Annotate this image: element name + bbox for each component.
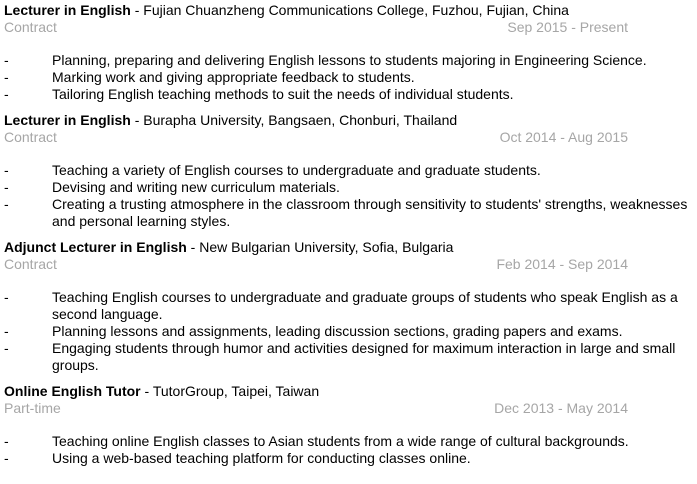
duties-list xyxy=(4,52,694,103)
duty-item xyxy=(4,450,694,467)
duty-text: Planning lessons and assignments, leading discussion sections, grading papers and exams. xyxy=(52,323,623,339)
duty-text: Teaching English courses to undergraduate and graduate groups of students who speak English as a second language. xyxy=(52,289,678,322)
job-entry xyxy=(4,383,694,467)
job-header xyxy=(4,112,694,129)
bullet-dash: - xyxy=(4,69,9,85)
job-entry xyxy=(4,112,694,230)
job-organization: Burapha University, Bangsaen, Chonburi, Thailand xyxy=(143,112,458,128)
duty-item xyxy=(4,289,694,323)
job-title: Lecturer in English xyxy=(4,112,131,128)
duties-list xyxy=(4,162,694,230)
bullet-dash: - xyxy=(4,162,9,178)
duty-text: Teaching a variety of English courses to undergraduate and graduate students. xyxy=(52,162,541,178)
duty-item xyxy=(4,69,694,86)
job-header xyxy=(4,239,694,256)
title-separator: - xyxy=(140,383,153,399)
duty-item xyxy=(4,162,694,179)
work-experience-section xyxy=(4,2,694,476)
job-meta-row xyxy=(4,19,694,36)
job-entry xyxy=(4,239,694,374)
job-organization: TutorGroup, Taipei, Taiwan xyxy=(152,383,320,399)
job-title: Adjunct Lecturer in English xyxy=(4,239,187,255)
employment-dates: Feb 2014 - Sep 2014 xyxy=(496,256,628,272)
job-entry xyxy=(4,2,694,103)
duty-text: Using a web-based teaching platform for conducting classes online. xyxy=(52,450,471,466)
bullet-dash: - xyxy=(4,340,9,356)
job-header xyxy=(4,383,694,400)
duty-item xyxy=(4,86,694,103)
duty-text: Tailoring English teaching methods to suit the needs of individual students. xyxy=(52,86,514,102)
job-meta-row xyxy=(4,400,694,417)
duty-item xyxy=(4,323,694,340)
duty-item xyxy=(4,179,694,196)
duty-item xyxy=(4,52,694,69)
duty-text: Creating a trusting atmosphere in the classroom through sensitivity to students' strengths, weaknesses and personal learning styles. xyxy=(52,196,688,229)
employment-type: Contract xyxy=(4,256,57,272)
employment-type: Part-time xyxy=(4,400,61,416)
job-title: Lecturer in English xyxy=(4,2,131,18)
job-meta-row xyxy=(4,256,694,273)
duty-text: Engaging students through humor and activities designed for maximum interaction in large and small groups. xyxy=(52,340,676,373)
job-organization: Fujian Chuanzheng Communications College, Fuzhou, Fujian, China xyxy=(143,2,569,18)
job-header xyxy=(4,2,694,19)
employment-dates: Dec 2013 - May 2014 xyxy=(494,400,628,416)
duty-text: Planning, preparing and delivering English lessons to students majoring in Engineering Science. xyxy=(52,52,647,68)
employment-dates: Sep 2015 - Present xyxy=(507,19,628,35)
duties-list xyxy=(4,289,694,374)
bullet-dash: - xyxy=(4,52,9,68)
bullet-dash: - xyxy=(4,196,9,212)
bullet-dash: - xyxy=(4,323,9,339)
title-separator: - xyxy=(130,112,144,128)
bullet-dash: - xyxy=(4,86,9,102)
bullet-dash: - xyxy=(4,433,9,449)
employment-dates: Oct 2014 - Aug 2015 xyxy=(499,129,628,145)
employment-type: Contract xyxy=(4,19,57,35)
job-title: Online English Tutor xyxy=(4,383,141,399)
duty-text: Marking work and giving appropriate feedback to students. xyxy=(52,69,415,85)
duty-text: Devising and writing new curriculum materials. xyxy=(52,179,340,195)
bullet-dash: - xyxy=(4,289,9,305)
job-organization: New Bulgarian University, Sofia, Bulgaria xyxy=(199,239,454,255)
title-separator: - xyxy=(186,239,200,255)
duty-item xyxy=(4,196,694,230)
duties-list xyxy=(4,433,694,467)
employment-type: Contract xyxy=(4,129,57,145)
duty-item xyxy=(4,340,694,374)
job-meta-row xyxy=(4,129,694,146)
title-separator: - xyxy=(130,2,144,18)
bullet-dash: - xyxy=(4,179,9,195)
duty-item xyxy=(4,433,694,450)
duty-text: Teaching online English classes to Asian students from a wide range of cultural backgrounds. xyxy=(52,433,629,449)
bullet-dash: - xyxy=(4,450,9,466)
